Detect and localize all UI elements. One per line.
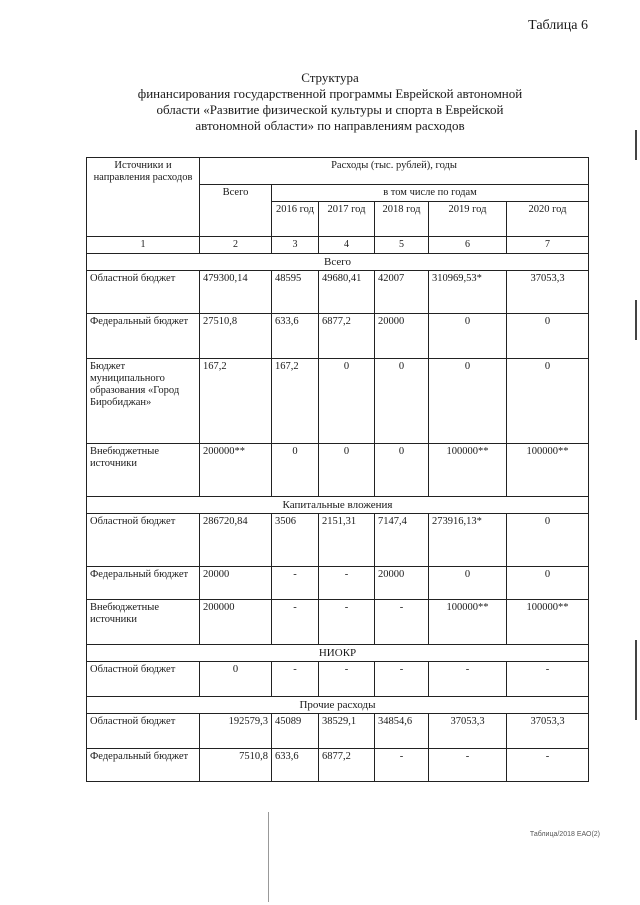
value-cell: 0 (507, 359, 589, 444)
footer-code: Таблица/2018 ЕАО(2) (529, 831, 600, 838)
title-line: области «Развитие физической культуры и спорта в Еврейской (156, 102, 504, 117)
scan-edge-mark (635, 300, 637, 340)
source-cell: Областной бюджет (87, 662, 200, 697)
value-cell: 167,2 (200, 359, 272, 444)
section-row-capital (87, 497, 589, 514)
value-cell: - (507, 749, 589, 782)
value-cell: 479300,14 (200, 271, 272, 314)
value-cell: 6877,2 (319, 749, 375, 782)
table-row (87, 314, 589, 359)
value-cell: 37053,3 (429, 714, 507, 749)
value-cell: - (507, 662, 589, 697)
source-cell: Бюджет муниципального образования «Город Биробиджан» (87, 359, 200, 444)
value-cell: 38529,1 (319, 714, 375, 749)
col-number: 1 (87, 237, 200, 254)
scan-edge-mark (635, 640, 637, 720)
scan-artifact-line (268, 812, 269, 902)
column-number-row (87, 237, 589, 254)
value-cell: 48595 (272, 271, 319, 314)
table-row (87, 749, 589, 782)
table-row (87, 444, 589, 497)
value-cell: 20000 (200, 567, 272, 600)
source-cell: Областной бюджет (87, 514, 200, 567)
title-line: финансирования государственной программы Еврейской автономной (137, 86, 523, 101)
table-row (87, 359, 589, 444)
value-cell: 167,2 (272, 359, 319, 444)
header-total: Всего (200, 185, 272, 237)
source-cell: Внебюджетные источники (87, 600, 200, 645)
header-year: 2020 год (507, 202, 589, 237)
col-number: 2 (200, 237, 272, 254)
value-cell: - (375, 749, 429, 782)
source-cell: Областной бюджет (87, 714, 200, 749)
value-cell: 0 (319, 359, 375, 444)
source-cell: Федеральный бюджет (87, 314, 200, 359)
table-number-label: Таблица 6 (528, 18, 588, 33)
header-year: 2016 год (272, 202, 319, 237)
title-line: Структура (301, 70, 359, 85)
value-cell: 0 (507, 514, 589, 567)
value-cell: 20000 (375, 314, 429, 359)
value-cell: 37053,3 (507, 714, 589, 749)
value-cell: 6877,2 (319, 314, 375, 359)
value-cell: 100000** (507, 600, 589, 645)
value-cell: - (375, 662, 429, 697)
value-cell: 0 (272, 444, 319, 497)
col-number: 7 (507, 237, 589, 254)
table-row (87, 600, 589, 645)
col-number: 3 (272, 237, 319, 254)
value-cell: 286720,84 (200, 514, 272, 567)
value-cell: 3506 (272, 514, 319, 567)
table-row (87, 714, 589, 749)
section-row-total (87, 254, 589, 271)
section-title: Прочие расходы (87, 697, 589, 714)
value-cell: - (272, 600, 319, 645)
source-cell: Внебюджетные источники (87, 444, 200, 497)
value-cell: 0 (375, 444, 429, 497)
value-cell: 0 (429, 314, 507, 359)
value-cell: 310969,53* (429, 271, 507, 314)
header-source: Источники и направления расходов (87, 158, 200, 237)
value-cell: 0 (375, 359, 429, 444)
col-number: 6 (429, 237, 507, 254)
value-cell: 200000 (200, 600, 272, 645)
value-cell: - (429, 749, 507, 782)
section-row-other (87, 697, 589, 714)
source-cell: Областной бюджет (87, 271, 200, 314)
table-row (87, 271, 589, 314)
value-cell: 100000** (507, 444, 589, 497)
section-title: Всего (87, 254, 589, 271)
scan-edge-mark (635, 130, 637, 160)
value-cell: 633,6 (272, 749, 319, 782)
source-cell: Федеральный бюджет (87, 749, 200, 782)
value-cell: 0 (429, 567, 507, 600)
value-cell: 273916,13* (429, 514, 507, 567)
value-cell: 192579,3 (200, 714, 272, 749)
header-by-year: в том числе по годам (272, 185, 589, 202)
section-title: Капитальные вложения (87, 497, 589, 514)
value-cell: 27510,8 (200, 314, 272, 359)
header-year: 2018 год (375, 202, 429, 237)
table-row (87, 567, 589, 600)
title-line: автономной области» по направлениям расходов (195, 118, 465, 133)
value-cell: 7147,4 (375, 514, 429, 567)
value-cell: 42007 (375, 271, 429, 314)
document-title (90, 70, 570, 134)
section-title: НИОКР (87, 645, 589, 662)
financing-table (86, 157, 589, 782)
value-cell: 49680,41 (319, 271, 375, 314)
value-cell: 0 (200, 662, 272, 697)
header-year: 2017 год (319, 202, 375, 237)
value-cell: - (375, 600, 429, 645)
value-cell: 100000** (429, 444, 507, 497)
table-row (87, 514, 589, 567)
value-cell: 2151,31 (319, 514, 375, 567)
value-cell: 0 (507, 567, 589, 600)
value-cell: - (319, 662, 375, 697)
table-row (87, 662, 589, 697)
source-cell: Федеральный бюджет (87, 567, 200, 600)
value-cell: 45089 (272, 714, 319, 749)
header-row (87, 158, 589, 185)
value-cell: 7510,8 (200, 749, 272, 782)
value-cell: 0 (429, 359, 507, 444)
value-cell: - (272, 567, 319, 600)
value-cell: - (319, 600, 375, 645)
header-expenses: Расходы (тыс. рублей), годы (200, 158, 589, 185)
header-year: 2019 год (429, 202, 507, 237)
section-row-niokr (87, 645, 589, 662)
value-cell: 0 (507, 314, 589, 359)
value-cell: 100000** (429, 600, 507, 645)
value-cell: 37053,3 (507, 271, 589, 314)
value-cell: 0 (319, 444, 375, 497)
value-cell: - (319, 567, 375, 600)
col-number: 5 (375, 237, 429, 254)
value-cell: 20000 (375, 567, 429, 600)
value-cell: 34854,6 (375, 714, 429, 749)
value-cell: 633,6 (272, 314, 319, 359)
value-cell: - (272, 662, 319, 697)
value-cell: - (429, 662, 507, 697)
col-number: 4 (319, 237, 375, 254)
value-cell: 200000** (200, 444, 272, 497)
